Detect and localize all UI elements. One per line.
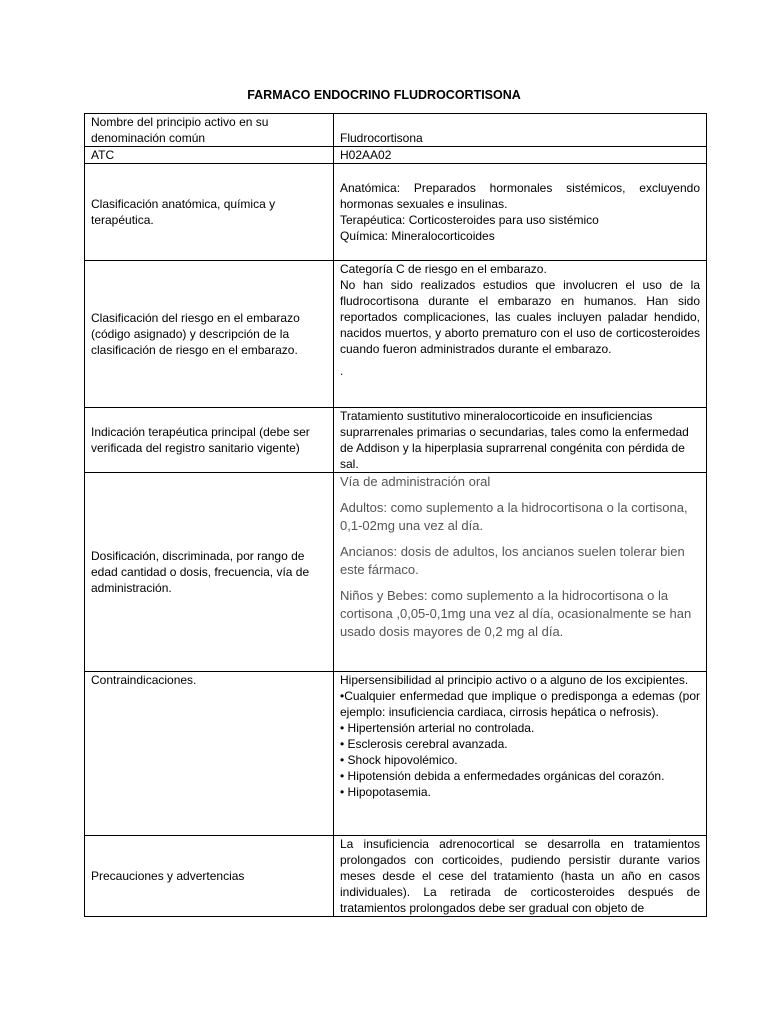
riesgo-texto: No han sido realizados estudios que involucren el uso de la fludrocortisona durante el embarazo en humanos. Han sido reportados complicaciones, las cuales incluyen paladar hendido, nacidos muertos, y aborto prematuro con el uso de corticosteroides cuando fueron administrados durante el embarazo. [340,278,700,356]
table-row [85,261,707,408]
table-row [85,114,707,147]
table-row [85,408,707,473]
contraindicaciones-item: • Esclerosis cerebral avanzada. [340,737,508,751]
row-label-dosificacion: Dosificación, discriminada, por rango de edad cantidad o dosis, frecuencia, vía de administración. [85,473,334,672]
clasificacion-terapeutica: Terapéutica: Corticosteroides para uso sistémico [340,213,599,227]
contraindicaciones-item: • Hipertensión arterial no controlada. [340,721,535,735]
row-value-atc: H02AA02 [334,147,707,164]
row-label-riesgo: Clasificación del riesgo en el embarazo (código asignado) y descripción de la clasificación de riesgo en el embarazo. [85,261,334,408]
row-value-clasificacion [334,164,707,261]
row-value-riesgo [334,261,707,408]
row-label-precauciones: Precauciones y advertencias [85,836,334,917]
riesgo-dot: . [340,364,344,378]
dosificacion-ancianos: Ancianos: dosis de adultos, los ancianos suelen tolerar bien este fármaco. [340,544,685,577]
dosificacion-adultos: Adultos: como suplemento a la hidrocortisona o la cortisona, 0,1-02mg una vez al día. [340,500,688,533]
row-label-contraindicaciones: Contraindicaciones. [85,672,334,836]
document-title: FARMACO ENDOCRINO FLUDROCORTISONA [247,88,521,102]
table-row [85,164,707,261]
row-value-indicacion: Tratamiento sustitutivo mineralocorticoide en insuficiencias suprarrenales primarias o secundarias, tales como la enfermedad de Addison y la hiperplasia suprarrenal congénita con pérdida de sal. [334,408,707,473]
drug-info-table [84,113,707,917]
row-value-precauciones: La insuficiencia adrenocortical se desarrolla en tratamientos prolongados con corticoides, pudiendo persistir durante varios meses desde el cese del tratamiento (hasta un año en casos individuales). La retirada de corticosteroides después de tratamientos prolongados debe ser gradual con objeto de [334,836,707,917]
riesgo-categoria: Categoría C de riesgo en el embarazo. [340,262,547,276]
contraindicaciones-item: •Cualquier enfermedad que implique o predisponga a edemas (por ejemplo: insuficiencia cardiaca, cirrosis hepática o nefrosis). [340,689,700,719]
row-label-indicacion: Indicación terapéutica principal (debe ser verificada del registro sanitario vigente) [85,408,334,473]
table-row [85,147,707,164]
contraindicaciones-intro: Hipersensibilidad al principio activo o a alguno de los excipientes. [340,673,689,687]
contraindicaciones-item: • Hipopotasemia. [340,785,431,799]
row-label-clasificacion: Clasificación anatómica, química y terapéutica. [85,164,334,261]
table-row [85,672,707,836]
dosificacion-ninos: Niños y Bebes: como suplemento a la hidrocortisona o la cortisona ,0,05-0,1mg una vez al día, ocasionalmente se han usado dosis mayores de 0,2 mg al día. [340,588,692,639]
row-value-nombre: Fludrocortisona [334,114,707,147]
dosificacion-via: Vía de administración oral [340,474,491,489]
table-row [85,836,707,917]
row-label-atc: ATC [85,147,334,164]
row-label-nombre: Nombre del principio activo en su denominación común [85,114,334,147]
clasificacion-anatomica: Anatómica: Preparados hormonales sistémicos, excluyendo hormonas sexuales e insulinas. [340,181,700,211]
contraindicaciones-item: • Shock hipovolémico. [340,753,458,767]
row-value-dosificacion [334,473,707,672]
clasificacion-quimica: Química: Mineralocorticoides [340,229,495,243]
contraindicaciones-item: • Hipotensión debida a enfermedades orgánicas del corazón. [340,769,665,783]
table-row [85,473,707,672]
row-value-contraindicaciones [334,672,707,836]
